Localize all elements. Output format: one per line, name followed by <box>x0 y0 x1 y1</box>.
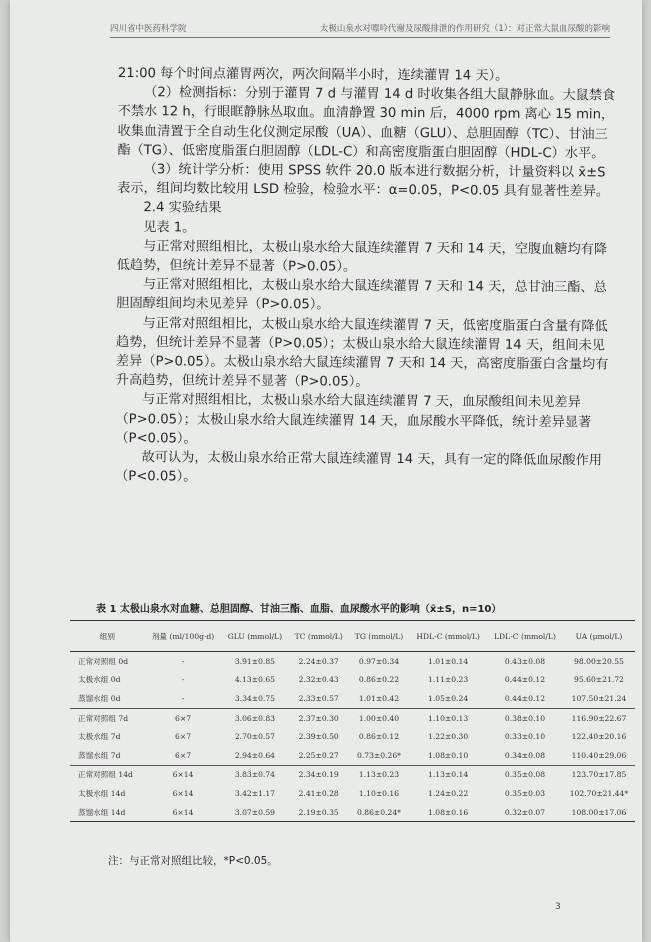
value-cell: 0.35±0.08 <box>504 770 546 780</box>
value-cell: 2.24±0.37 <box>298 656 339 666</box>
value-cell: 122.40±20.16 <box>571 732 627 742</box>
table-row <box>70 803 635 822</box>
group-cell: 太极水组 14d <box>78 788 126 798</box>
value-cell: 1.01±0.14 <box>428 656 469 666</box>
paragraph: 与正常对照组相比，太极山泉水给大鼠连续灌胃 7 天和 14 天，空腹血糖均有降低趋势，但统计差异不显著（P>0.05）。 <box>116 239 608 275</box>
column-header: HDL-C (mmol/L) <box>416 631 480 641</box>
running-header <box>110 22 610 38</box>
group-cell: 太极水组 7d <box>78 732 121 742</box>
value-cell: 102.70±21.44* <box>569 788 629 798</box>
value-cell: 110.40±29.06 <box>571 750 627 760</box>
value-cell: 3.34±0.75 <box>234 693 276 703</box>
value-cell: 0.86±0.12 <box>358 732 400 742</box>
value-cell: 0.44±0.12 <box>504 693 546 703</box>
value-cell: 1.10±0.13 <box>428 713 469 723</box>
table-row <box>70 765 635 784</box>
table-note: 注：与正常对照组比较，*P<0.05。 <box>108 855 278 867</box>
value-cell: 1.00±0.40 <box>358 713 400 723</box>
value-cell: 6×7 <box>175 750 192 760</box>
value-cell: 108.00±17.06 <box>571 807 627 817</box>
column-header: UA (μmol/L) <box>575 631 623 641</box>
value-cell: 0.32±0.07 <box>504 807 546 817</box>
value-cell: 1.08±0.10 <box>428 750 469 760</box>
value-cell: 0.86±0.22 <box>358 675 400 685</box>
value-cell: 0.34±0.08 <box>504 750 546 760</box>
column-header: TG (mmol/L) <box>354 631 404 641</box>
paragraph: 见表 1。 <box>143 219 196 236</box>
value-cell: 0.44±0.12 <box>504 675 546 685</box>
value-cell: 2.19±0.35 <box>298 807 339 817</box>
value-cell: 0.43±0.08 <box>504 656 546 666</box>
value-cell: 1.08±0.16 <box>428 807 469 817</box>
table-row <box>70 652 635 671</box>
value-cell: - <box>181 675 185 685</box>
value-cell: 0.33±0.10 <box>504 732 546 742</box>
paragraph: （3）统计学分析：使用 SPSS 软件 20.0 版本进行数据分析，计量资料以 x̄±S 表示，组间均数比较用 LSD 检验，检验水平：α=0.05，P<0.05 具有显著性差异。 <box>117 162 610 200</box>
paragraph: 2.4 实验结果 <box>143 200 222 217</box>
paragraph: 与正常对照组相比，太极山泉水给大鼠连续灌胃 7 天，低密度脂蛋白含量有降低趋势，但统计差异不显著（P>0.05）；太极山泉水给大鼠连续灌胃 14 天，组间未见差异（P>0.05）。太极山泉水给大鼠连续灌胃 7 天和 14 天，高密度脂蛋白含量均有升高趋势，但统计差异不显著（P>0.05）。 <box>115 315 609 391</box>
value-cell: 95.60±21.72 <box>574 675 624 685</box>
value-cell: 1.24±0.22 <box>428 788 469 798</box>
value-cell: 0.86±0.24* <box>357 807 401 817</box>
value-cell: 2.25±0.27 <box>298 750 339 760</box>
value-cell: 1.01±0.42 <box>358 693 400 703</box>
value-cell: 98.00±20.55 <box>574 656 624 666</box>
group-cell: 正常对照组 14d <box>78 770 133 780</box>
table-header-row <box>70 621 635 652</box>
table-row <box>70 746 635 765</box>
value-cell: 2.70±0.57 <box>234 732 276 742</box>
group-cell: 蒸馏水组 0d <box>78 693 121 703</box>
value-cell: 0.97±0.34 <box>358 656 400 666</box>
value-cell: 1.11±0.23 <box>428 675 469 685</box>
value-cell: 107.50±21.24 <box>571 693 627 703</box>
body-text <box>115 64 618 490</box>
value-cell: 4.13±0.65 <box>234 675 276 685</box>
results-table <box>70 620 635 822</box>
value-cell: 2.41±0.28 <box>298 788 339 798</box>
paragraph: （2）检测指标：分别于灌胃 7 d 与灌胃 14 d 时收集各组大鼠静脉血。大鼠禁食不禁水 12 h，行眼眶静脉丛取血。血清静置 30 min 后，4000 rpm 离心 15 min，收集血清置于全自动生化仪测定尿酸（UA）、血糖（GLU）、总胆固醇（TC）、甘油三酯（TG）、低密度脂蛋白胆固醇（LDL-C）和高密度脂蛋白胆固醇（HDL-C）水平。 <box>117 85 616 162</box>
value-cell: 2.39±0.50 <box>298 732 339 742</box>
value-cell: 1.22±0.30 <box>428 732 469 742</box>
value-cell: 3.06±0.83 <box>234 713 276 723</box>
column-header: 组别 <box>99 631 115 641</box>
value-cell: 2.94±0.64 <box>234 750 276 760</box>
group-cell: 蒸馏水组 7d <box>78 750 121 760</box>
value-cell: 2.32±0.43 <box>298 675 339 685</box>
group-cell: 正常对照组 0d <box>78 656 129 666</box>
page-number: 3 <box>555 902 561 912</box>
value-cell: 3.83±0.74 <box>234 770 276 780</box>
table-row <box>70 708 635 727</box>
paragraph: 故可认为，太极山泉水给正常大鼠连续灌胃 14 天，具有一定的降低血尿酸作用（P<0.05）。 <box>115 450 603 485</box>
value-cell: 1.13±0.23 <box>358 770 400 780</box>
value-cell: 2.33±0.57 <box>298 693 339 703</box>
value-cell: 6×7 <box>175 713 192 723</box>
value-cell: 123.70±17.85 <box>571 770 627 780</box>
value-cell: 0.35±0.03 <box>504 788 546 798</box>
document-page <box>10 0 642 942</box>
group-cell: 太极水组 0d <box>78 675 121 685</box>
value-cell: 0.38±0.10 <box>504 713 546 723</box>
value-cell: 3.91±0.85 <box>234 656 276 666</box>
group-cell: 蒸馏水组 14d <box>78 807 126 817</box>
value-cell: - <box>181 693 185 703</box>
paragraph: 与正常对照组相比，太极山泉水给大鼠连续灌胃 7 天，血尿酸组间未见差异（P>0.05）；太极山泉水给大鼠连续灌胃 14 天，血尿酸水平降低，统计差异显著（P<0.05）。 <box>115 392 592 447</box>
column-header: LDL-C (mmol/L) <box>494 631 556 641</box>
column-header: GLU (mmol/L) <box>227 631 283 641</box>
group-cell: 正常对照组 7d <box>78 713 129 723</box>
value-cell: 6×14 <box>172 788 194 798</box>
value-cell: 6×14 <box>172 807 194 817</box>
value-cell: 3.07±0.59 <box>234 807 276 817</box>
value-cell: 6×14 <box>172 770 194 780</box>
table-row <box>70 784 635 803</box>
table-body <box>70 652 635 822</box>
value-cell: 1.13±0.14 <box>428 770 469 780</box>
table-row <box>70 689 635 708</box>
value-cell: 1.05±0.24 <box>428 693 469 703</box>
paragraph: 21:00 每个时间点灌胃两次，两次间隔半小时，连续灌胃 14 天）。 <box>117 65 509 84</box>
header-institution: 四川省中医药科学院 <box>110 24 187 34</box>
table-caption: 表 1 太极山泉水对血糖、总胆固醇、甘油三酯、血脂、血尿酸水平的影响（x̄±S，n=10） <box>96 604 502 615</box>
table-row <box>70 671 635 690</box>
value-cell: 2.34±0.19 <box>298 770 339 780</box>
paragraph: 与正常对照组相比，太极山泉水给大鼠连续灌胃 7 天和 14 天，总甘油三酯、总胆固醇组间均未见差异（P>0.05）。 <box>116 277 607 313</box>
table-row <box>70 727 635 746</box>
header-title: 太极山泉水对嘌呤代谢及尿酸排泄的作用研究（1）：对正常大鼠血尿酸的影响 <box>319 24 610 34</box>
value-cell: 116.90±22.67 <box>571 713 627 723</box>
value-cell: 6×7 <box>175 732 192 742</box>
value-cell: 0.73±0.26* <box>357 750 401 760</box>
value-cell: 3.42±1.17 <box>234 788 276 798</box>
value-cell: 1.10±0.16 <box>358 788 400 798</box>
column-header: TC (mmol/L) <box>294 631 343 641</box>
column-header: 剂量 (ml/100g·d) <box>151 631 215 641</box>
value-cell: 2.37±0.30 <box>298 713 339 723</box>
value-cell: - <box>181 656 185 666</box>
